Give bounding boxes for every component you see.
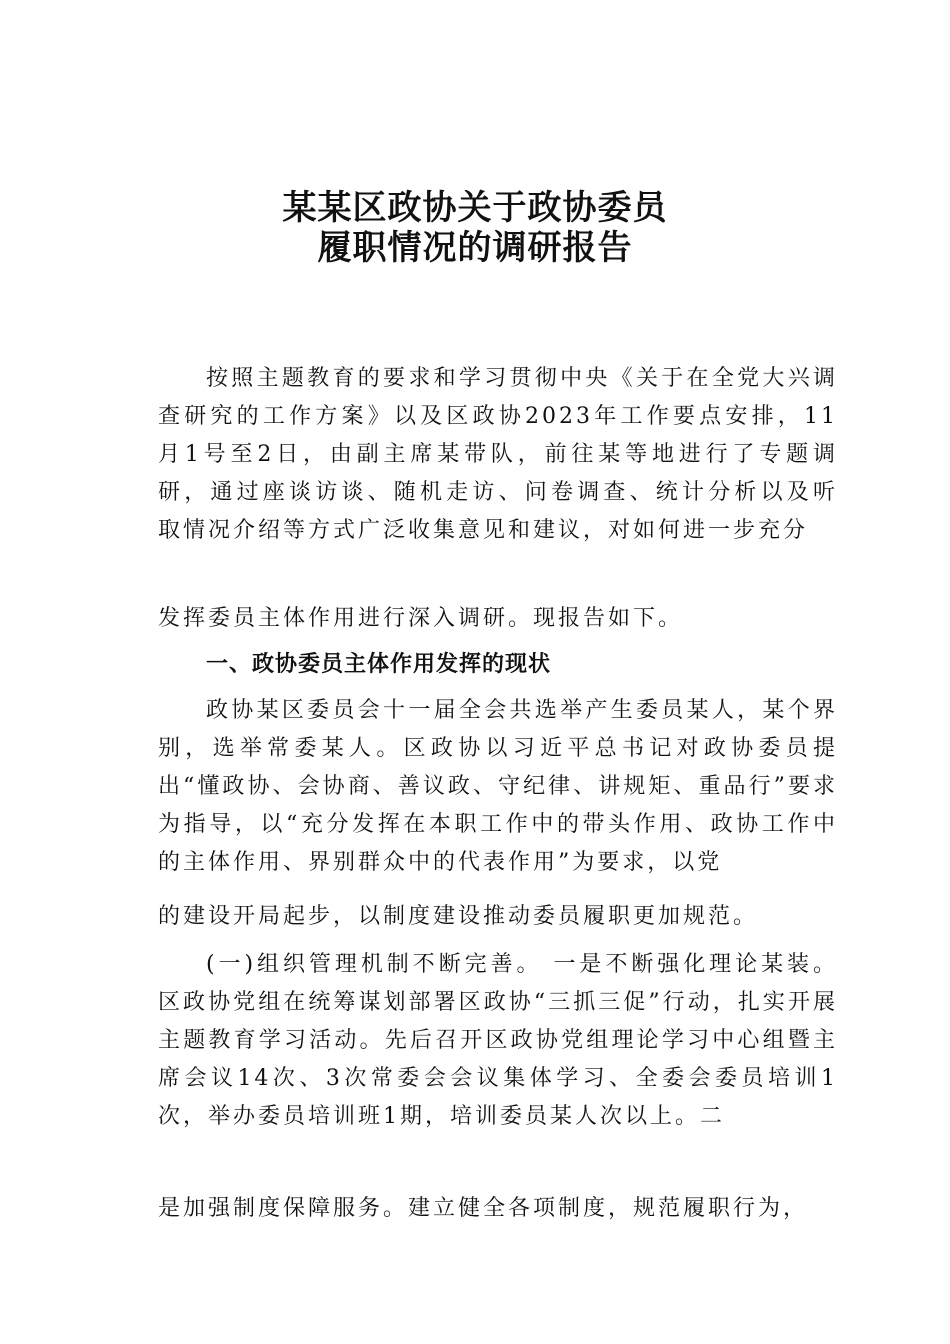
document-title-line1: 某某区政协关于政协委员 bbox=[282, 188, 668, 228]
paragraph-mechanism: (一)组织管理机制不断完善。 一是不断强化理论某装。区政协党组在统筹谋划部署区政协“三抓三促”行动，扎实开展主题教育学习活动。先后召开区政协党组理论学习中心组暨主席会议14次、3次常委会会议集体学习、全委会委员培训1 次，举办委员培训班1期，培训委员某人次以上。二 bbox=[158, 952, 838, 1129]
paragraph-mechanism-continued: 是加强制度保障服务。建立健全各项制度，规范履职行为， bbox=[158, 1196, 809, 1221]
section-heading-1: 一、政协委员主体作用发挥的现状 bbox=[206, 652, 552, 677]
paragraph-status: 政协某区委员会十一届全会共选举产生委员某人，某个界别，选举常委某人。区政协以习近平总书记对政协委员提出“懂政协、会协商、善议政、守纪律、讲规矩、重品行”要求为指导，以“充分发挥在本职工作中的带头作用、政协工作中的主体作用、界别群众中的代表作用”为要求，以党 bbox=[158, 698, 838, 875]
paragraph-intro: 按照主题教育的要求和学习贯彻中央《关于在全党大兴调查研究的工作方案》以及区政协2023年工作要点安排，11 月1号至2日，由副主席某带队，前往某等地进行了专题调 研，通过座谈访谈、随机走访、问卷调查、统计分析以及听 取情况介绍等方式广泛收集意见和建议，对如何进一步充分 bbox=[158, 366, 838, 543]
paragraph-intro-continued: 发挥委员主体作用进行深入调研。现报告如下。 bbox=[158, 606, 684, 631]
paragraph-status-continued: 的建设开局起步，以制度建设推动委员履职更加规范。 bbox=[158, 904, 759, 929]
document-title-line2: 履职情况的调研报告 bbox=[317, 228, 633, 268]
